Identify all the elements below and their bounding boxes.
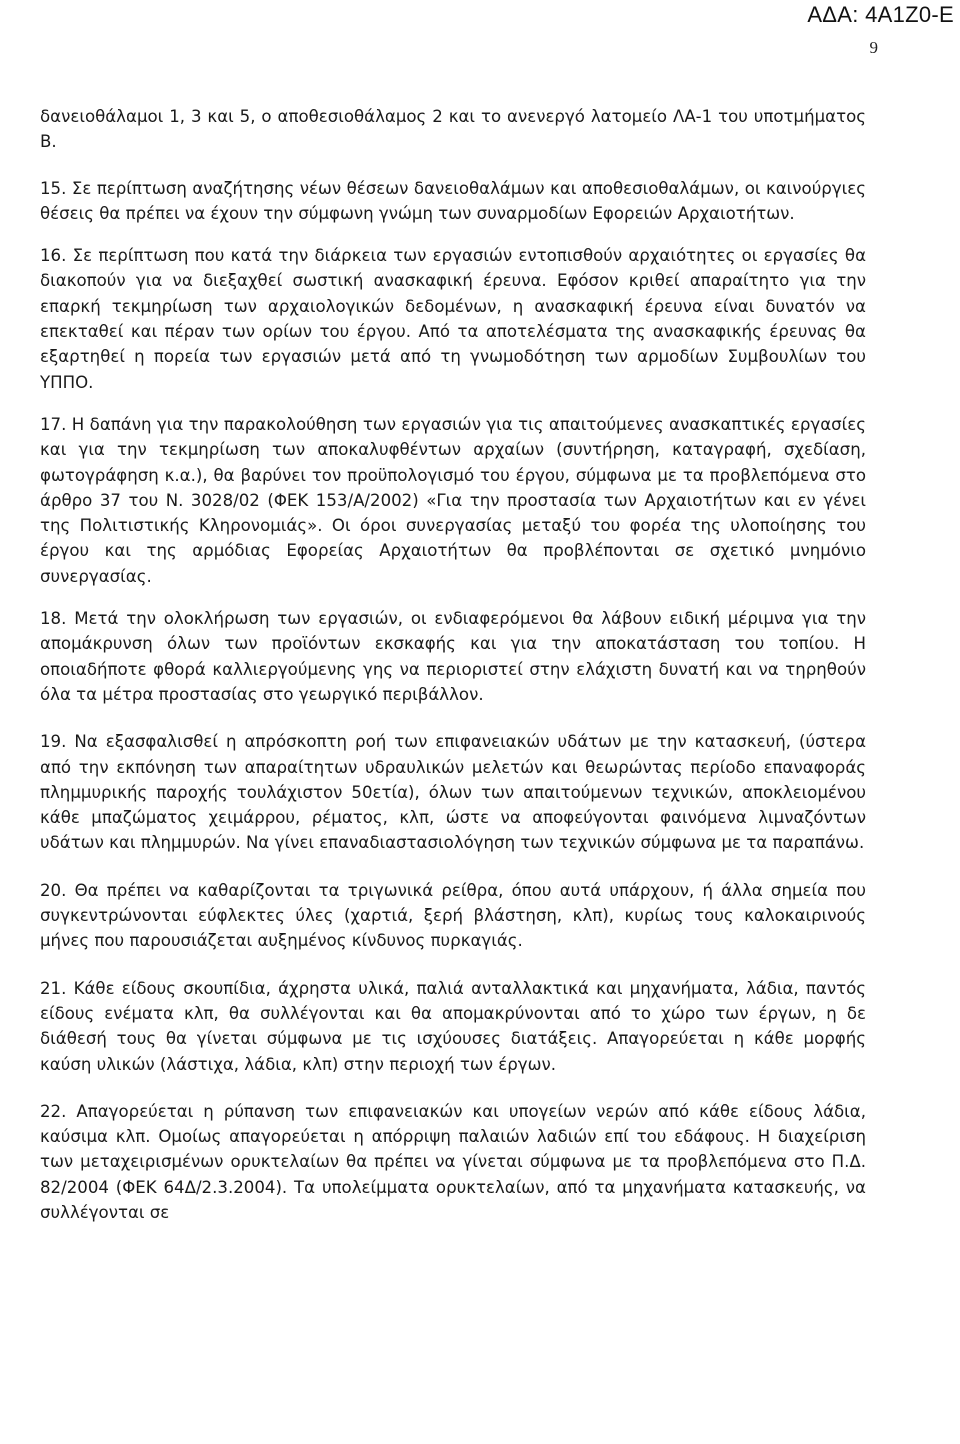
paragraph-number: 19. (40, 732, 67, 752)
paragraph-text: δανειοθάλαμοι 1, 3 και 5, ο αποθεσιοθάλαμος 2 και το ανενεργό λατομείο ΛΑ-1 του υποτμήματος Β. (40, 107, 866, 152)
paragraph-number: 18. (40, 609, 67, 629)
paragraph-number: 21. (40, 978, 67, 998)
paragraph-number: 20. (40, 880, 67, 900)
page-number: 9 (869, 38, 878, 57)
document-body (40, 104, 866, 1225)
paragraph-22 (40, 1099, 866, 1225)
paragraph-18 (40, 606, 866, 707)
paragraph-text: Σε περίπτωση που κατά την διάρκεια των εργασιών εντοπισθούν αρχαιότητες οι εργασίες θα διακοπούν για να διεξαχθεί σωστική ανασκαφική έρευνα. Εφόσον κριθεί απαραίτητο για την επαρκή τεκμηρίωση των αρχαιολογικών δεδομένων, η ανασκαφική έρευνα είναι δυνατόν να επεκταθεί και πέραν των ορίων του έργου. Από τα αποτελέσματα της ανασκαφικής έρευνας θα εξαρτηθεί η πορεία των εργασιών μετά από τη γνωμοδότηση των αρμοδίων Συμβουλίων του ΥΠΠΟ. (40, 246, 867, 392)
paragraph-text: Κάθε είδους σκουπίδια, άχρηστα υλικά, παλιά ανταλλακτικά και μηχανήματα, λάδια, παντός είδους ενέματα κλπ, θα συλλέγονται και θα απομακρύνονται από το χώρο των έργων, η δε διάθεσή τους θα γίνεται σύμφωνα με τις ισχύουσες διατάξεις. Απαγορεύεται η κάθε μορφής καύση υλικών (λάστιχα, λάδια, κλπ) στην περιοχή των έργων. (40, 978, 866, 1074)
paragraph-number: 16. (40, 246, 67, 266)
paragraph-text: Θα πρέπει να καθαρίζονται τα τριγωνικά ρείθρα, όπου αυτά υπάρχουν, ή άλλα σημεία που συγκεντρώνονται εύφλεκτες ύλες (χαρτιά, ξερή βλάστηση, κλπ), κυρίως τους καλοκαιρινούς μήνες που παρουσιάζεται αυξημένος κίνδυνος πυρκαγιάς. (40, 880, 866, 951)
ada-code: ΑΔΑ: 4Α1Ζ0-Ε (807, 2, 954, 27)
paragraph-21 (40, 976, 866, 1077)
paragraph-number: 15. (40, 178, 67, 198)
paragraph-text: Σε περίπτωση αναζήτησης νέων θέσεων δανειοθαλάμων και αποθεσιοθαλάμων, οι καινούργιες θέσεις θα πρέπει να έχουν την σύμφωνη γνώμη των συναρμοδίων Εφορειών Αρχαιοτήτων. (40, 178, 866, 223)
paragraph-number: 17. (40, 414, 67, 434)
paragraph-15 (40, 176, 866, 227)
paragraph-text: Η δαπάνη για την παρακολούθηση των εργασιών για τις απαιτούμενες ανασκαπτικές εργασίες και για την τεκμηρίωση των αποκαλυφθέντων αρχαίων (συντήρηση, καταγραφή, σχεδίαση, φωτογράφηση κ.α.), θα βαρύνει τον προϋπολογισμό του έργου, σύμφωνα με τα προβλεπόμενα στο άρθρο 37 του Ν. 3028/02 (ΦΕΚ 153/Α/2002) «Για την προστασία των Αρχαιοτήτων και εν γένει της Πολιτιστικής Κληρονομιάς». Οι όροι συνεργασίας μεταξύ του φορέα της υλοποίησης του έργου και της αρμόδιας Εφορείας Αρχαιοτήτων θα προβλέπονται σε σχετικό μνημόνιο συνεργασίας. (40, 414, 866, 586)
paragraph-number: 22. (40, 1101, 67, 1121)
paragraph-text: Απαγορεύεται η ρύπανση των επιφανειακών και υπογείων νερών από κάθε είδους λάδια, καύσιμα κλπ. Ομοίως απαγορεύεται η απόρριψη παλαιών λαδιών επί του εδάφους. Η διαχείριση των μεταχειρισμένων ορυκτελαίων θα πρέπει να γίνεται σύμφωνα με τα προβλεπόμενα στο Π.Δ. 82/2004 (ΦΕΚ 64Δ/2.3.2004). Τα υπολείμματα ορυκτελαίων, από τα μηχανήματα κατασκευής, να συλλέγονται σε (40, 1101, 866, 1222)
paragraph-text: Μετά την ολοκλήρωση των εργασιών, οι ενδιαφερόμενοι θα λάβουν ειδική μέριμνα για την απομάκρυνση όλων των προϊόντων εκσκαφής και για την αποκατάσταση του τοπίου. Η οποιαδήποτε φθορά καλλιεργούμενης γης να περιοριστεί στην ελάχιστη δυνατή και να τηρηθούν όλα τα μέτρα προστασίας στο γεωργικό περιβάλλον. (40, 609, 866, 704)
paragraph-16 (40, 243, 866, 395)
paragraph-text: Να εξασφαλισθεί η απρόσκοπτη ροή των επιφανειακών υδάτων με την κατασκευή, (ύστερα από την εκπόνηση των απαραίτητων υδραυλικών μελετών και θεωρώντας περίοδο επαναφοράς πλημμυρικής παροχής τουλάχιστον 50ετία), όλων των απαιτούμενων τεχνικών, αποκλειομένου κάθε μπαζώματος χειμάρρου, ρέματος, κλπ, ώστε να αποφεύγονται φαινόμενα λιμναζόντων υδάτων και πλημμυρών. Να γίνει επαναδιαστασιολόγηση των τεχνικών σύμφωνα με τα παραπάνω. (40, 732, 867, 853)
paragraph-19 (40, 729, 866, 855)
paragraph-continuation (40, 104, 866, 155)
paragraph-17 (40, 412, 866, 589)
paragraph-20 (40, 878, 866, 954)
